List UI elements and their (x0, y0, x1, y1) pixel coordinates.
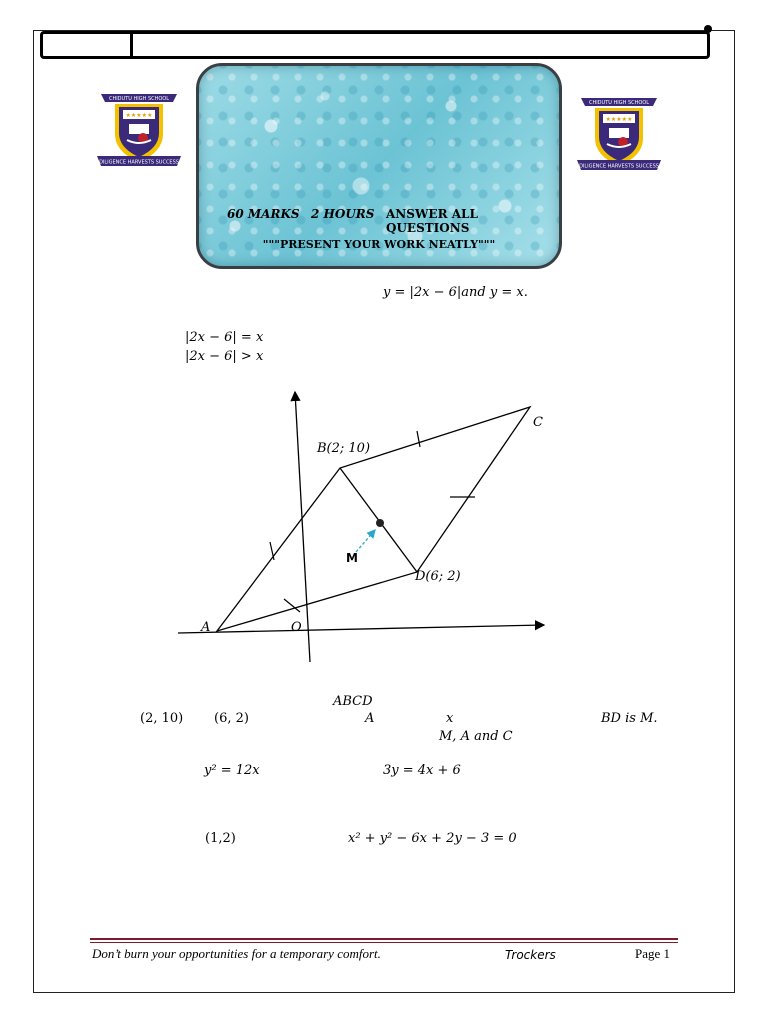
midpoint-m-dot (376, 519, 384, 527)
page-number: Page 1 (635, 946, 671, 961)
label-b: B(2; 10) (317, 441, 371, 456)
midpoint-arrow (356, 530, 375, 552)
svg-text:★★★★★: ★★★★★ (605, 116, 633, 123)
exam-banner (196, 63, 562, 269)
q1-graphs-equation: y = |2x − 6|and y = x. (383, 285, 528, 300)
q2-point-a: A (365, 711, 375, 726)
label-a: A (201, 620, 211, 635)
q2-midpoint-text: BD is M. (601, 711, 658, 726)
svg-text:CHIDUTU HIGH SCHOOL: CHIDUTU HIGH SCHOOL (588, 100, 650, 106)
q4-point: (1,2) (205, 831, 236, 846)
q3-parabola: y² = 12x (204, 763, 260, 778)
footer-rule-thin (90, 942, 678, 943)
banner-hours: 2 HOURS (311, 207, 375, 221)
q1-equation: |2x − 6| = x (185, 330, 264, 345)
q1-inequality: |2x − 6| > x (185, 349, 264, 364)
svg-text:DILIGENCE HARVESTS SUCCESS: DILIGENCE HARVESTS SUCCESS (579, 163, 659, 170)
q3-line: 3y = 4x + 6 (383, 763, 461, 778)
header-divider (130, 31, 133, 59)
parallelogram-abcd (217, 407, 530, 631)
school-crest-left (93, 86, 185, 172)
q4-circle-equation: x² + y² − 6x + 2y − 3 = 0 (348, 831, 517, 846)
q2-point-b: (2, 10) (140, 711, 184, 726)
header-bar (40, 31, 710, 59)
school-crest-right (573, 90, 665, 176)
label-o: O (291, 620, 302, 635)
svg-text:CHIDUTU HIGH SCHOOL: CHIDUTU HIGH SCHOOL (108, 96, 170, 102)
q2-coordinates-text: M, A and C (439, 729, 513, 744)
banner-reminder: """PRESENT YOUR WORK NEATLY""" (262, 238, 496, 251)
q2-point-d: (6, 2) (214, 711, 249, 726)
banner-instruction: ANSWER ALL QUESTIONS (386, 207, 478, 235)
header-dot (704, 25, 712, 33)
svg-text:★★★★★: ★★★★★ (125, 112, 153, 119)
banner-marks: 60 MARKS (227, 207, 300, 221)
footer-rule (90, 938, 678, 940)
svg-text:DILIGENCE HARVESTS SUCCESS: DILIGENCE HARVESTS SUCCESS (99, 159, 179, 166)
label-d: D(6; 2) (415, 569, 461, 584)
label-c: C (533, 415, 543, 430)
q2-shape-name: ABCD (333, 694, 373, 709)
label-m: M (346, 551, 358, 565)
footer-brand: Trockers (505, 948, 556, 962)
q2-x-axis-ref: x (446, 711, 454, 726)
parallelogram-figure (170, 385, 560, 670)
footer-quote: Don’t burn your opportunities for a temporary comfort. (92, 946, 381, 961)
